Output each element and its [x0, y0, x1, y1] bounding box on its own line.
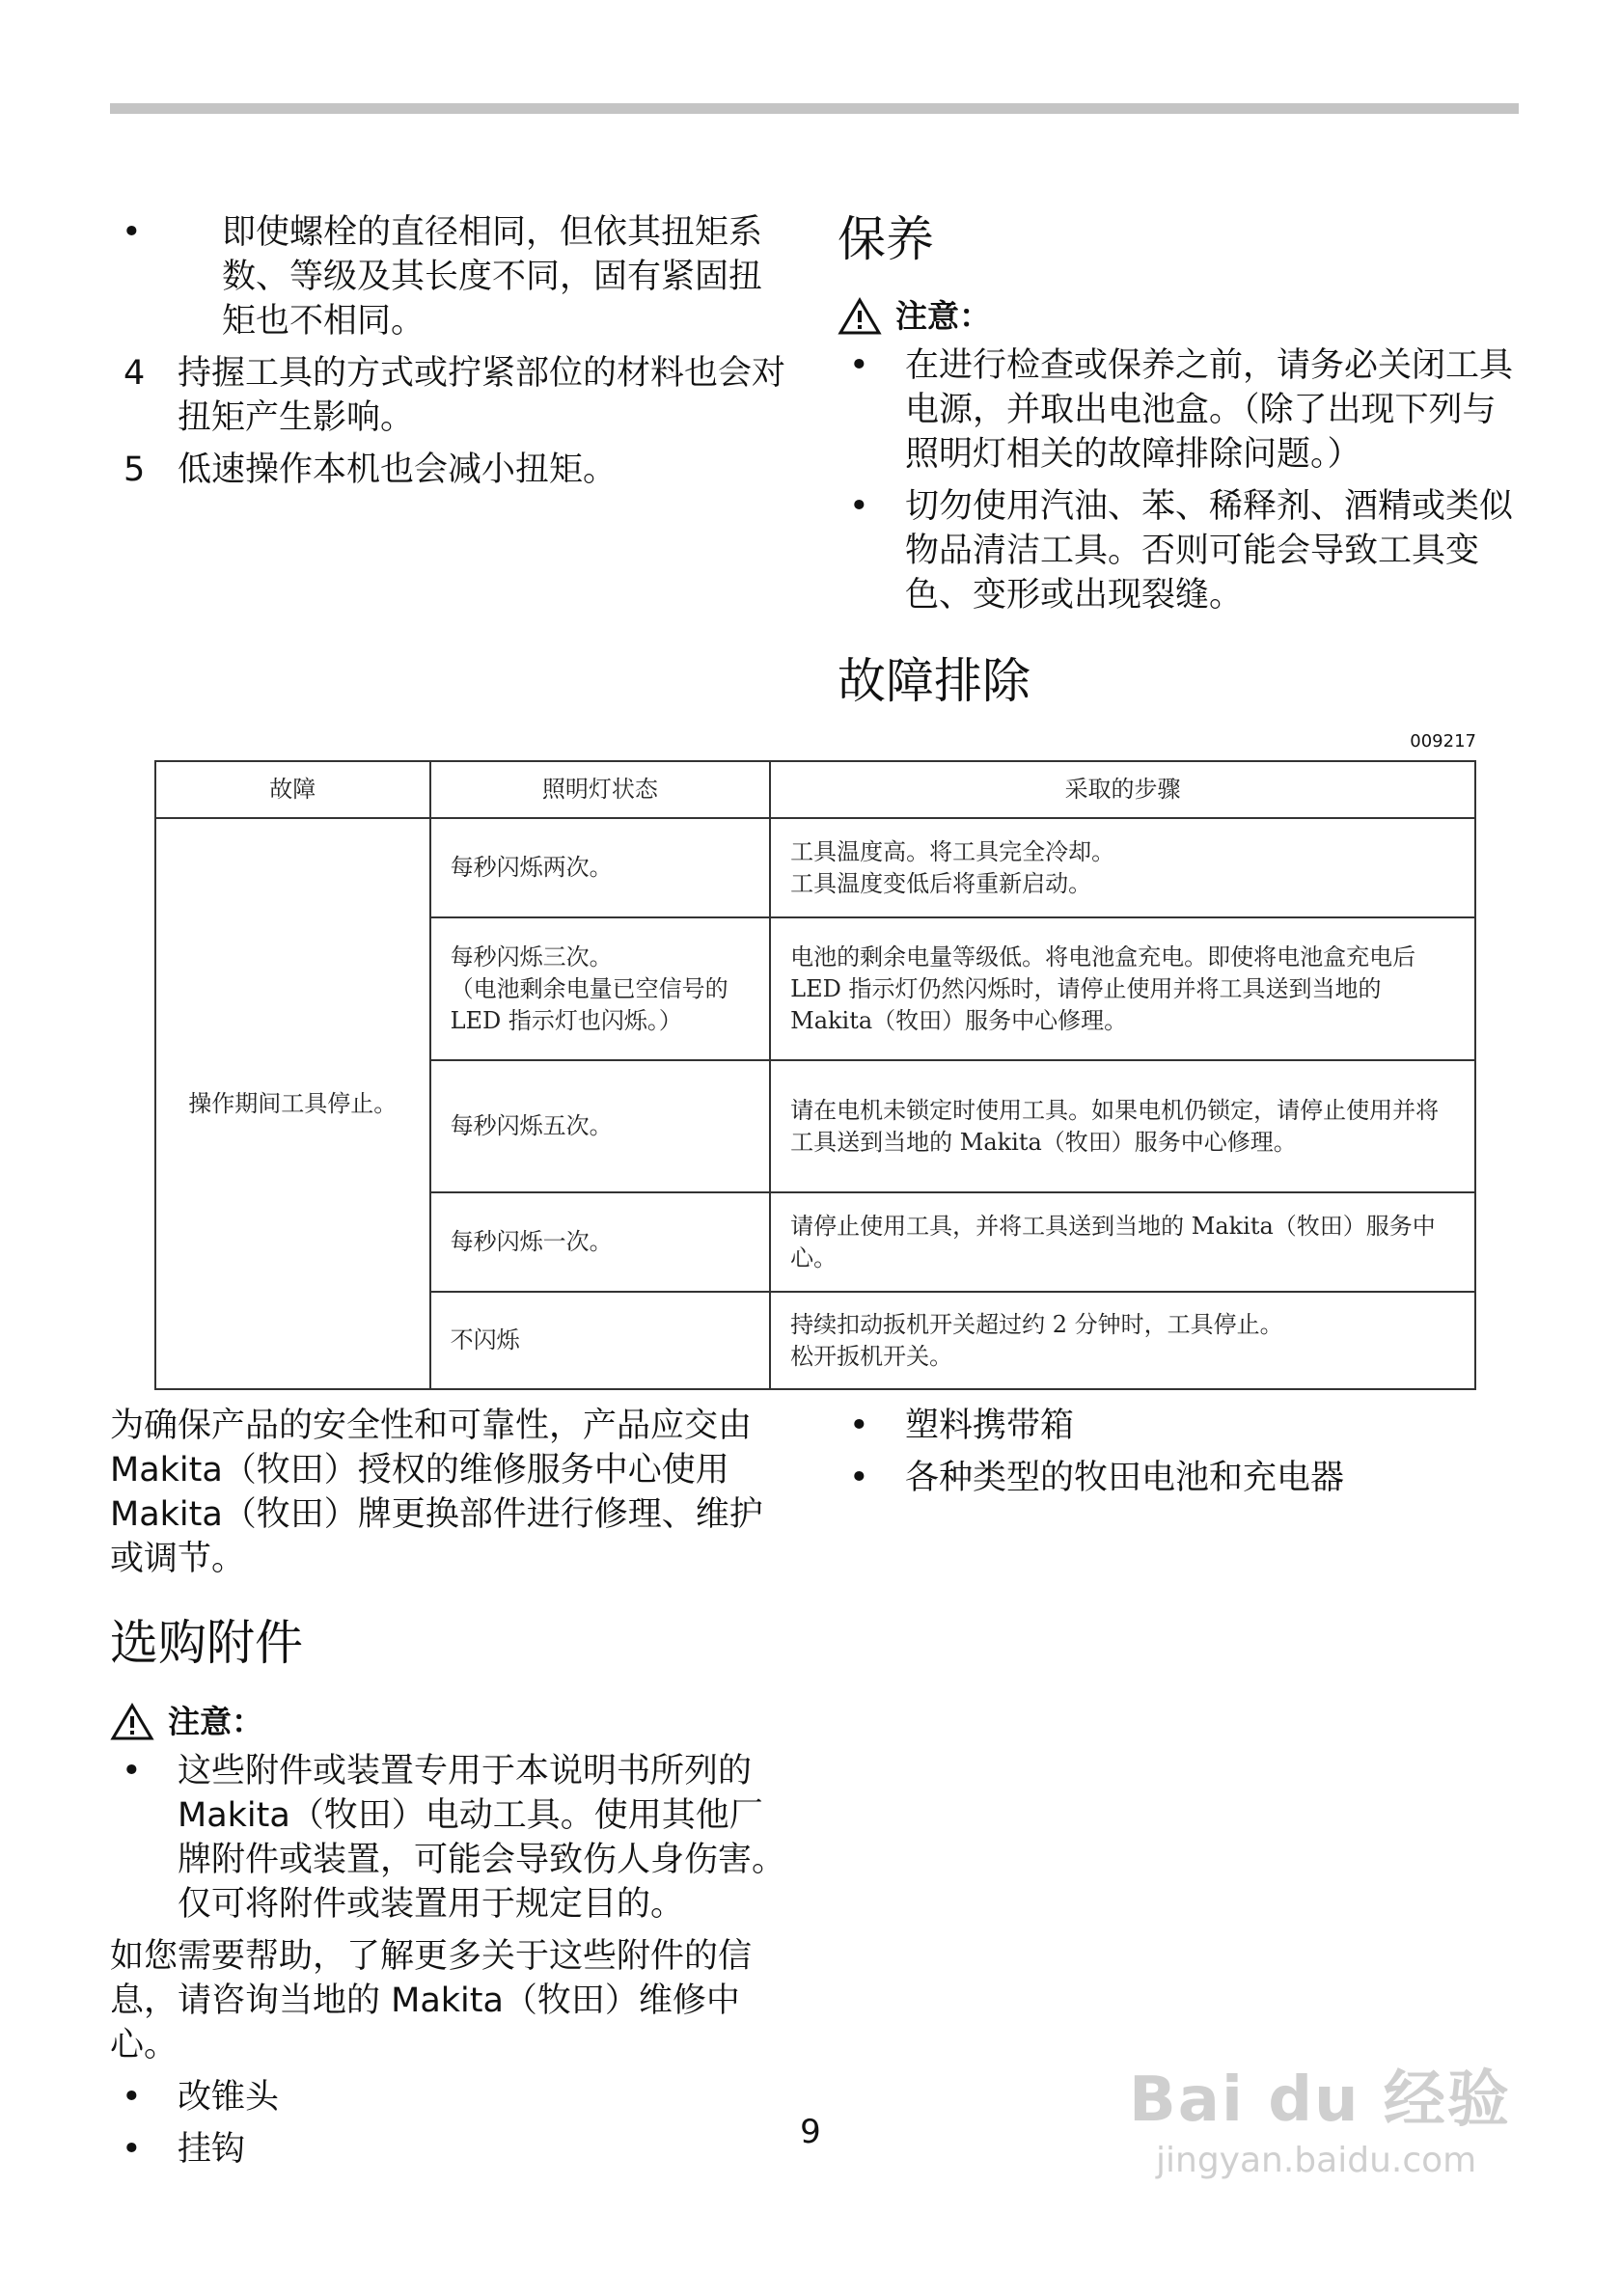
- light-cell: 每秒闪烁一次。: [430, 1192, 771, 1292]
- bullet-accessory-use: [110, 1749, 795, 1927]
- right-bottom-section: [838, 1404, 1525, 1508]
- bullet-dot: •: [849, 1459, 869, 1497]
- left-bottom-section: [110, 1404, 795, 2179]
- help-paragraph: 如您需要帮助，了解更多关于这些附件的信息，请咨询当地的 Makita（牧田）维修中心。: [110, 1937, 753, 2064]
- bullet-power-off: [838, 343, 1525, 477]
- header-rule: [110, 103, 1519, 114]
- item-text: 改锥头: [178, 2078, 280, 2117]
- service-paragraph: 为确保产品的安全性和可靠性，产品应交由 Makita（牧田）授权的维修服务中心使用 Makita（牧田）牌更换部件进行修理、维护或调节。: [110, 1407, 763, 1578]
- bullet-text: 在进行检查或保养之前，请务必关闭工具电源，并取出电池盒。（除了出现下列与照明灯相关的故障排除问题。）: [905, 346, 1514, 474]
- light-cell: 不闪烁: [430, 1292, 771, 1389]
- bullet-text: 切勿使用汽油、苯、稀释剂、酒精或类似物品清洁工具。否则可能会导致工具变色、变形或出现裂缝。: [905, 487, 1514, 615]
- item-text: 低速操作本机也会减小扭矩。: [178, 451, 618, 489]
- bullet-text: 即使螺栓的直径相同，但依其扭矩系数、等级及其长度不同，固有紧固扭矩也不相同。: [222, 213, 763, 341]
- watermark: [1129, 2050, 1525, 2204]
- bullet-dot: •: [849, 487, 869, 526]
- header-action: 采取的步骤: [770, 761, 1475, 818]
- watermark-url: jingyan.baidu.com: [1156, 2141, 1477, 2180]
- list-item: [110, 2127, 795, 2172]
- header-light-state: 照明灯状态: [430, 761, 771, 818]
- table-row: [155, 818, 1475, 917]
- action-cell: 请停止使用工具，并将工具送到当地的 Makita（牧田）服务中心。: [770, 1192, 1475, 1292]
- bullet-no-solvents: [838, 484, 1525, 617]
- watermark-logo: Bai du 经验: [1129, 2064, 1511, 2136]
- list-item: [110, 2075, 795, 2119]
- item-number: 4: [124, 354, 146, 393]
- item-number: 5: [124, 451, 146, 489]
- item-text: 挂钩: [178, 2130, 246, 2169]
- bullet-dot: •: [122, 213, 142, 252]
- bullet-dot: •: [849, 346, 869, 385]
- table-code: 009217: [1410, 731, 1476, 752]
- caution-label: [110, 1701, 795, 1743]
- warning-icon: [110, 1703, 154, 1741]
- accessories-heading: 选购附件: [110, 1615, 303, 1671]
- left-top-section: [110, 210, 795, 500]
- table-header-row: [155, 761, 1475, 818]
- caution-text: 注意：: [895, 297, 991, 335]
- bullet-text: 这些附件或装置专用于本说明书所列的 Makita（牧田）电动工具。使用其他厂牌附件或装置，可能会导致伤人身伤害。仅可将附件或装置用于规定目的。: [178, 1752, 786, 1924]
- warning-icon: [838, 297, 882, 336]
- item-text: 塑料携带箱: [905, 1407, 1075, 1445]
- light-cell: 每秒闪烁三次。 （电池剩余电量已空信号的 LED 指示灯也闪烁。）: [430, 917, 771, 1060]
- header-fault: 故障: [155, 761, 430, 818]
- maintenance-section: [838, 210, 1525, 710]
- list-item: [838, 1404, 1525, 1448]
- numbered-item-4: [110, 351, 795, 440]
- action-cell: 持续扣动扳机开关超过约 2 分钟时，工具停止。 松开扳机开关。: [770, 1292, 1475, 1389]
- bullet-dot: •: [122, 1752, 142, 1790]
- troubleshooting-heading: 故障排除: [838, 653, 1030, 709]
- bullet-dot: •: [122, 2130, 142, 2169]
- light-cell: 每秒闪烁五次。: [430, 1060, 771, 1192]
- numbered-item-5: [110, 448, 795, 492]
- action-cell: 请在电机未锁定时使用工具。如果电机仍锁定，请停止使用并将工具送到当地的 Makita（牧田）服务中心修理。: [770, 1060, 1475, 1192]
- action-cell: 电池的剩余电量等级低。将电池盒充电。即使将电池盒充电后 LED 指示灯仍然闪烁时，请停止使用并将工具送到当地的 Makita（牧田）服务中心修理。: [770, 917, 1475, 1060]
- troubleshooting-table: [154, 760, 1476, 1390]
- fault-cell: 操作期间工具停止。: [155, 818, 430, 1389]
- bullet-dot: •: [849, 1407, 869, 1445]
- item-text: 各种类型的牧田电池和充电器: [905, 1459, 1345, 1497]
- item-text: 持握工具的方式或拧紧部位的材料也会对扭矩产生影响。: [178, 354, 786, 437]
- maintenance-heading: 保养: [838, 211, 934, 267]
- bullet-torque-factors: [110, 210, 795, 343]
- caution-text: 注意：: [168, 1703, 263, 1740]
- list-item: [838, 1456, 1525, 1500]
- light-cell: 每秒闪烁两次。: [430, 818, 771, 917]
- page-number: 9: [800, 2113, 821, 2151]
- bullet-dot: •: [122, 2078, 142, 2117]
- action-cell: 工具温度高。将工具完全冷却。 工具温度变低后将重新启动。: [770, 818, 1475, 917]
- caution-label: [838, 295, 1525, 338]
